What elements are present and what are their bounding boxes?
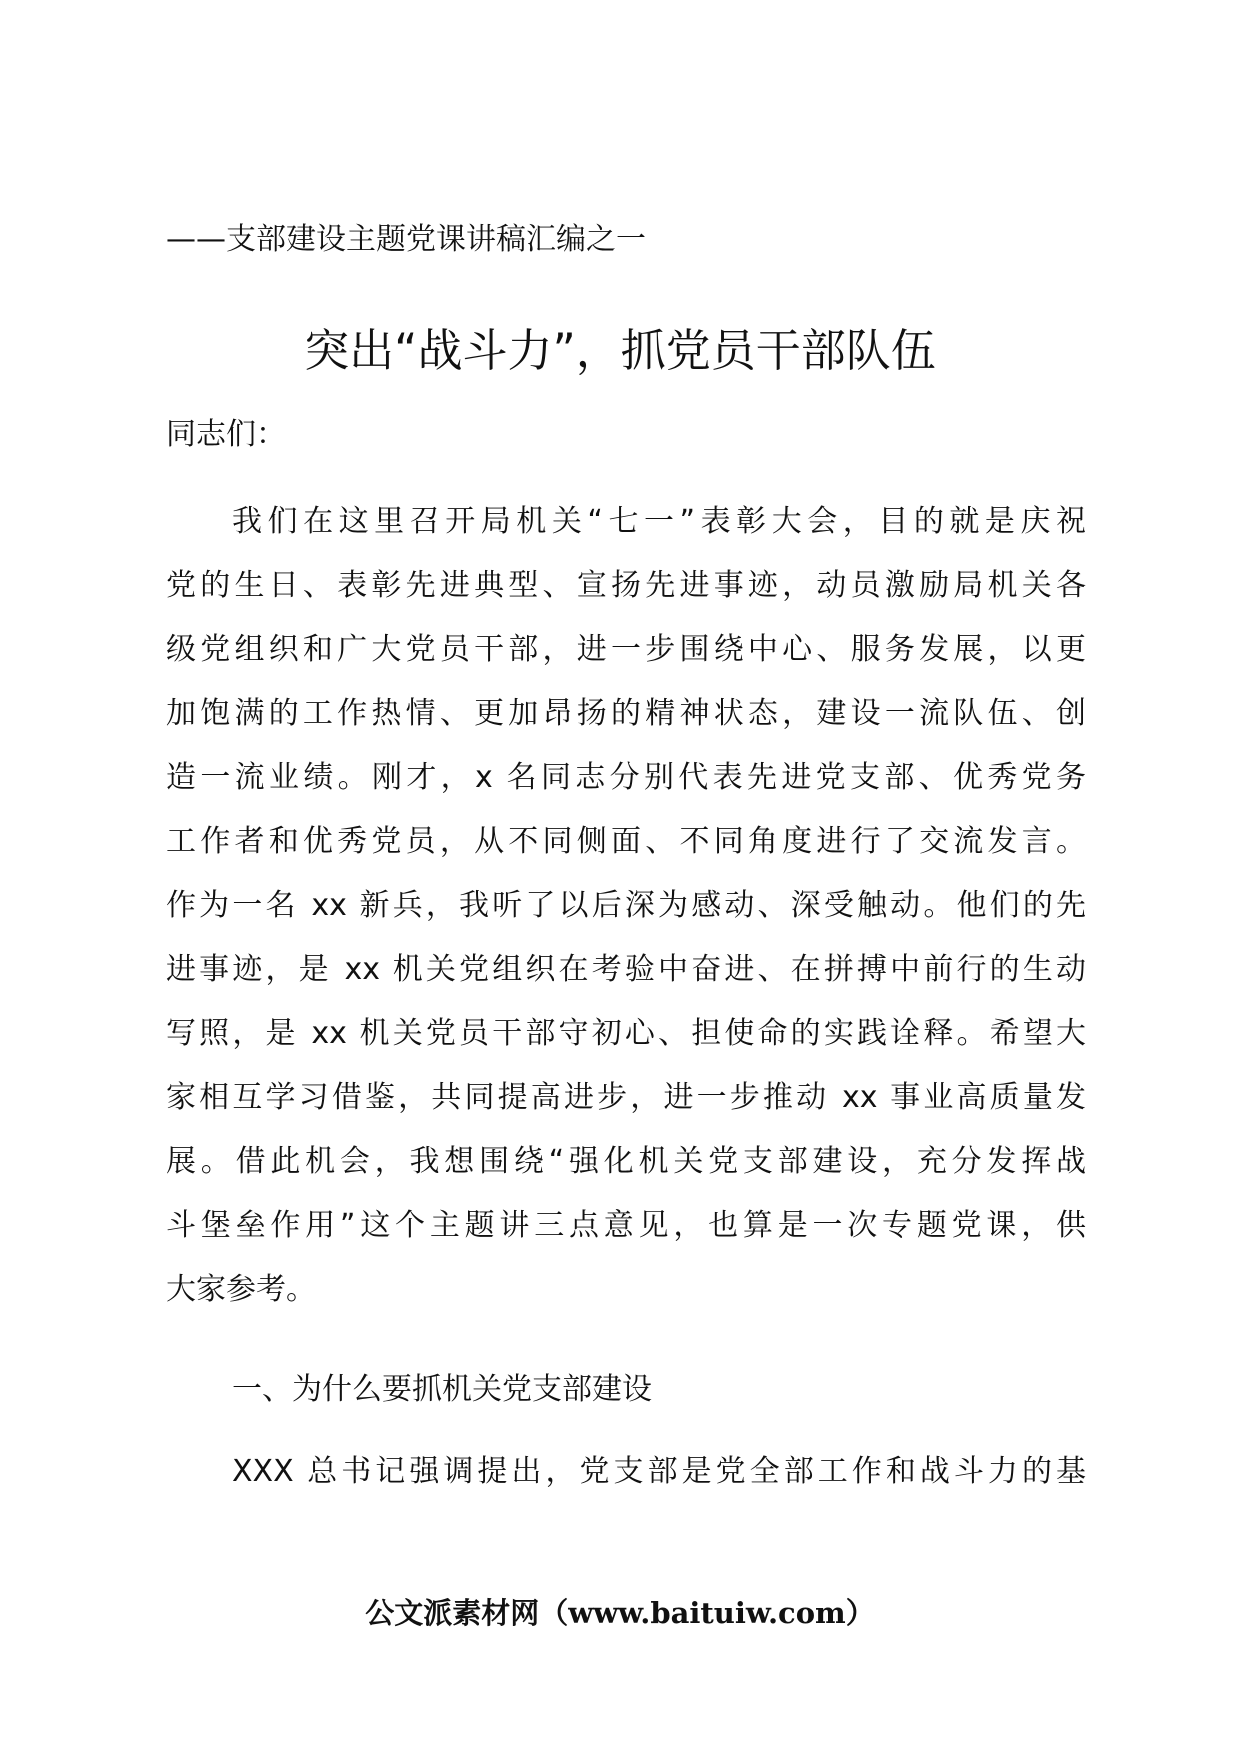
paragraph-line: 写照，是 xx 机关党员干部守初心、担使命的实践诠释。希望大 xyxy=(166,1016,1086,1051)
paragraph-line: 造一流业绩。刚才，x 名同志分别代表先进党支部、优秀党务 xyxy=(166,760,1086,795)
section-heading: 一、为什么要抓机关党支部建设 xyxy=(232,1372,652,1407)
paragraph-line: 进事迹，是 xx 机关党组织在考验中奋进、在拼搏中前行的生动 xyxy=(166,952,1086,987)
paragraph-line: 斗堡垒作用”这个主题讲三点意见，也算是一次专题党课，供 xyxy=(166,1208,1086,1243)
paragraph-line: 展。借此机会，我想围绕“强化机关党支部建设，充分发挥战 xyxy=(166,1144,1086,1179)
paragraph-intro xyxy=(166,502,1086,1334)
paragraph-line: 工作者和优秀党员，从不同侧面、不同角度进行了交流发言。 xyxy=(166,824,1086,859)
paragraph-line: 大家参考。 xyxy=(166,1272,316,1307)
paragraph-section-one xyxy=(232,1452,1086,1516)
paragraph-line: 级党组织和广大党员干部，进一步围绕中心、服务发展，以更 xyxy=(166,632,1086,667)
paragraph-line: 我们在这里召开局机关“七一”表彰大会，目的就是庆祝 xyxy=(232,504,1086,539)
paragraph-line: 作为一名 xx 新兵，我听了以后深为感动、深受触动。他们的先 xyxy=(166,888,1086,923)
paragraph-line: XXX 总书记强调提出，党支部是党全部工作和战斗力的基 xyxy=(232,1454,1086,1489)
paragraph-line: 家相互学习借鉴，共同提高进步，进一步推动 xx 事业高质量发 xyxy=(166,1080,1086,1115)
salutation: 同志们： xyxy=(166,417,286,452)
paragraph-line: 加饱满的工作热情、更加昂扬的精神状态，建设一流队伍、创 xyxy=(166,696,1086,731)
document-title: 突出“战斗力”，抓党员干部队伍 xyxy=(304,324,936,377)
document-subtitle: ——支部建设主题党课讲稿汇编之一 xyxy=(166,222,646,257)
footer-watermark: 公文派素材网（www.baituiw.com） xyxy=(365,1596,875,1630)
paragraph-line: 党的生日、表彰先进典型、宣扬先进事迹，动员激励局机关各 xyxy=(166,568,1086,603)
